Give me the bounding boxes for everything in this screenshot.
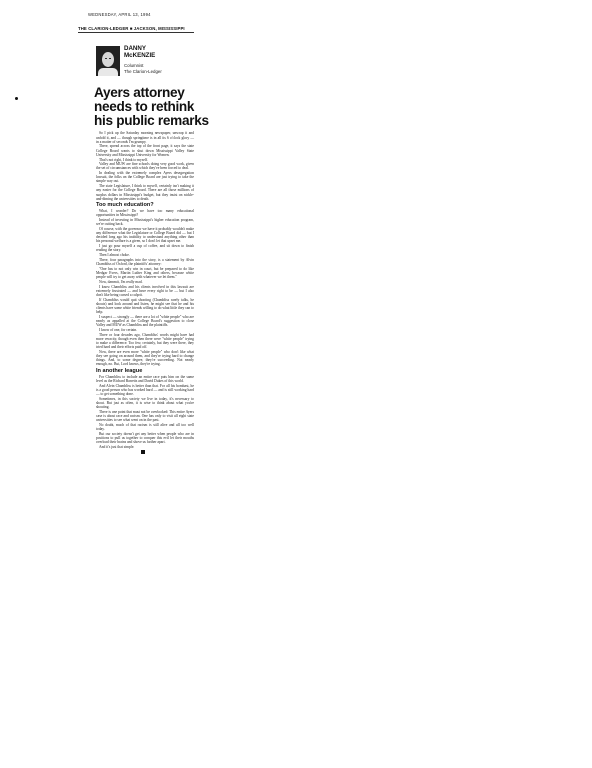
paragraph: And Alvin Chambliss is better than that. For all his bombast, he is a good person who has worked hard — and is still working hard — to get something done. [96, 383, 194, 397]
paragraph: For Chambliss to include an entire race puts him on the same level as the Richard Barretts and David Dukes of this world. [96, 374, 194, 383]
article-section-3 [96, 375, 194, 449]
headline-line: Ayers attorney [94, 85, 185, 100]
paragraph: Now, there are even more "white people" who don't like what they see going on around them, and they're trying hard to change things. And, to some degree, they're succeeding. Not nearly enough, no. But, Lord knows, they're trying. [96, 349, 194, 367]
paragraph: There, four paragraphs into the story, is a statement by Alvin Chambliss of Oxford, the plaintiffs' attorney: [96, 257, 194, 266]
stray-mark [15, 97, 18, 100]
paragraph: But our society doesn't get any better when people who are in positions to pull us together to conquer this evil let their mouths overload their brains and shove us farther apart. [96, 431, 194, 445]
paragraph: Three or four decades ago, Chambliss' words might have had more veracity, though even then there were "white people" trying to make a difference. Too few, certainly, but they were there, they tried hard and their efforts paid off. [96, 332, 194, 350]
paragraph: I know of one, for certain. [99, 327, 138, 332]
author-title: Columnist [124, 63, 144, 69]
paragraph: If Chambliss would quit shooting (Chambliss rarely talks, he shouts) and look around and listen, he might see that he and his clients have some white friends willing to do what little they can to help. [96, 297, 194, 315]
paragraph: "One has to not only win in court, but be prepared to do like Medgar Evers, Martin Luther King and others, because white people will try to get away with whatever we let them." [96, 266, 194, 280]
article-section-1 [96, 131, 194, 200]
paragraph: I know Chambliss and his clients involved in this lawsuit are extremely frustrated — and have every right to be — but I also don't like being cursed a culprit. [96, 284, 194, 297]
headline-line: needs to rethink [94, 98, 195, 114]
paragraph: Then I almost choke. [99, 253, 130, 258]
author-org: The Clarion-Ledger [124, 68, 162, 74]
dateline: WEDNESDAY, APRIL 13, 1994 [88, 12, 151, 17]
paragraph: No doubt, much of that racism is still alive and all too well today. [96, 422, 194, 432]
paragraph: There, spread across the top of the front page, it says the state College Board wants to shut down Mississippi Valley State University and Mississippi University for Women. [96, 144, 194, 157]
newspaper-clipping [78, 12, 209, 454]
paragraph: Valley and MUW are fine schools doing very good work, given the set of circumstances with which they've been forced to deal. [96, 162, 194, 171]
paragraph: That's not right, I think to myself. [99, 157, 148, 162]
paragraph: The state Legislature, I think to myself, certainly isn't making it any easier for the College Board. There are all those millions of surplus dollars in Mississippi's budget, but they insist on nickle-and-diming the universities to death. [96, 184, 194, 201]
headline [94, 85, 209, 128]
paragraph: What, I wonder? Do we have too many educational opportunities in Mississippi? [96, 209, 194, 218]
paragraph: Of course, with the governor we have it probably wouldn't make any difference what the Legislature or College Board did — but I decided long ago his inability to understand anything other than his personal welfare is a given, so I don't let that upset me. [96, 226, 194, 244]
byline [96, 46, 194, 76]
paragraph: In dealing with the extremely complex Ayers desegregation lawsuit, the folks on the College Board are just trying to take the simple way out. [96, 171, 194, 184]
paragraph: Sometimes, in this society we live in today, it's necessary to shout. But just as often, it is wise to think about what you're shouting. [96, 396, 194, 410]
article-body [96, 131, 194, 454]
paragraph: I suspect — strongly — there are a lot of "white people" who are nearly as appalled at the College Board's suggestion to close Valley and MUW as Chambliss and the plaintiffs. [96, 314, 194, 328]
paragraph: Now, dammit, I'm really mad. [99, 279, 143, 284]
subhead-another-league: In another league [96, 368, 143, 374]
masthead-rule [78, 32, 194, 33]
paragraph: So I pick up the Saturday morning newspaper, unwrap it and unfold it, and — though springtime is in all its 6 o'clock glory — in a matter of seconds I'm grumpy. [96, 131, 194, 144]
paragraph: There is one point that must not be overlooked: This entire Ayers case is about race and racism. One has only to visit all eight state universities to see what went on in the past. [96, 409, 194, 423]
masthead: THE CLARION-LEDGER ■ JACKSON, MISSISSIPPI [78, 26, 185, 31]
paragraph: And it's just that simple. [99, 444, 135, 449]
end-mark [141, 450, 145, 454]
author-first-name: DANNY [124, 45, 147, 52]
headline-line: his public remarks [94, 112, 209, 128]
article-section-2 [96, 209, 194, 366]
author-block [124, 46, 162, 76]
author-last-name: McKENZIE [124, 51, 156, 59]
author-role [124, 63, 162, 74]
columnist-photo [96, 46, 120, 76]
paragraph: Instead of investing in Mississippi's higher education program, we're cutting back. [96, 218, 194, 227]
subhead-too-much-education: Too much education? [96, 202, 154, 209]
paragraph: I just go pour myself a cup of coffee, and sit down to finish reading the story. [96, 244, 194, 253]
